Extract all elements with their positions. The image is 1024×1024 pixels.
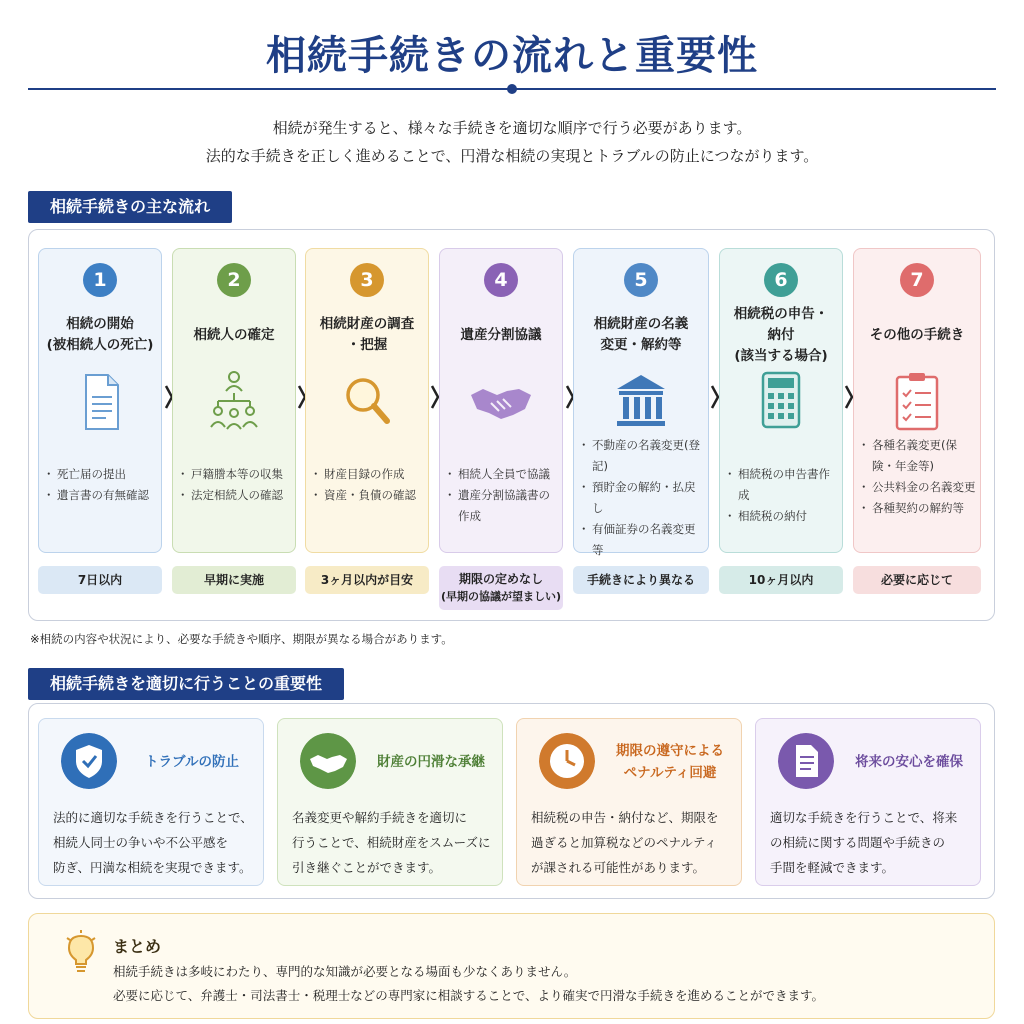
summary-title: まとめ (113, 937, 162, 956)
step-number: 2 (217, 263, 251, 297)
step-title: 遺産分割協議 (460, 326, 542, 343)
flow-note: ※相続の内容や状況により、必要な手続きや順序、期限が異なる場合があります。 (30, 632, 453, 646)
step-bullets (448, 464, 558, 527)
step-2-card (172, 248, 296, 553)
step-6-period: 10ヶ月以内 (719, 566, 843, 594)
step-number: 7 (900, 263, 934, 297)
list-item: ・ 財産目録の作成 (314, 464, 424, 485)
card-body: 法的に適切な手続きを行うことで、 相続人同士の争いや不公平感を 防ぎ、円満な相続を実現できます。 (53, 810, 253, 875)
step-number: 5 (624, 263, 658, 297)
list-item: ・ 相続人全員で協議 (448, 464, 558, 485)
step-bullets (862, 435, 976, 519)
card-smooth-succession (277, 718, 503, 886)
list-item: ・ 有価証券の名義変更等 (582, 519, 704, 561)
card-body: 名義変更や解約手続きを適切に 行うことで、相続財産をスムーズに 引き継ぐことができます。 (292, 810, 491, 875)
list-item: ・ 遺産分割協議書の作成 (448, 485, 558, 527)
intro-line-2: 法的な手続きを正しく進めることで、円滑な相続の実現とトラブルの防止につながります。 (205, 147, 819, 165)
step-title: 相続の開始 (被相続人の死亡) (46, 316, 154, 353)
intro-text (0, 114, 1024, 170)
step-5-card (573, 248, 709, 557)
list-item: ・ 各種名義変更(保険・年金等) (862, 435, 976, 477)
step-title: その他の手続き (869, 326, 965, 343)
card-title: トラブルの防止 (145, 754, 239, 770)
step-4-card (439, 248, 563, 553)
list-item: ・ 相続税の申告書作成 (728, 464, 838, 506)
step-title: 相続財産の調査 ・把握 (319, 316, 415, 353)
clock-icon (539, 733, 595, 789)
summary-box (28, 913, 995, 1019)
card-future-security (755, 718, 981, 886)
step-7-card (853, 248, 981, 553)
list-item: ・ 不動産の名義変更(登記) (582, 435, 704, 477)
calculator-icon (747, 369, 815, 433)
step-1-card (38, 248, 162, 553)
step-title: 相続人の確定 (193, 326, 275, 343)
step-4-period: 期限の定めなし (早期の協議が望ましい) (439, 566, 563, 610)
magnifier-icon (333, 369, 401, 433)
list-item: ・ 遺言書の有無確認 (47, 485, 157, 506)
step-number: 6 (764, 263, 798, 297)
step-number: 1 (83, 263, 117, 297)
list-item: ・ 公共料金の名義変更 (862, 477, 976, 498)
card-body: 適切な手続きを行うことで、将来 の相続に関する問題や手続きの 手間を軽減できます。 (770, 810, 958, 875)
list-item: ・ 各種契約の解約等 (862, 498, 976, 519)
importance-section-heading: 相続手続きを適切に行うことの重要性 (28, 668, 344, 700)
step-bullets (314, 464, 424, 506)
shield-icon (61, 733, 117, 789)
step-5-period: 手続きにより異なる (573, 566, 709, 594)
list-item: ・ 死亡届の提出 (47, 464, 157, 485)
document-icon (66, 369, 134, 433)
step-number: 4 (484, 263, 518, 297)
intro-line-1: 相続が発生すると、様々な手続きを適切な順序で行う必要があります。 (272, 119, 752, 137)
card-body: 相続税の申告・納付など、期限を 過ぎると加算税などのペナルティ が課される可能性があります。 (531, 810, 719, 875)
step-7-period: 必要に応じて (853, 566, 981, 594)
step-title: 相続財産の名義 変更・解約等 (593, 316, 689, 353)
flow-section-heading: 相続手続きの主な流れ (28, 191, 232, 223)
step-1-period: 7日以内 (38, 566, 162, 594)
step-3-card (305, 248, 429, 553)
list-item: ・ 資産・負債の確認 (314, 485, 424, 506)
summary-body: 相続手続きは多岐にわたり、専門的な知識が必要となる場面も少なくありません。 必要に応じて、弁護士・司法書士・税理士などの専門家に相談することで、より確実で円滑な手続きを進めることができます。 (113, 964, 825, 1003)
step-3-period: 3ヶ月以内が目安 (305, 566, 429, 594)
list-item: ・ 戸籍謄本等の収集 (181, 464, 291, 485)
card-title: 期限の遵守による ペナルティ回避 (616, 743, 724, 781)
card-title: 将来の安心を確保 (855, 754, 963, 770)
list-item: ・ 相続税の納付 (728, 506, 838, 527)
page-title: 相続手続きの流れと重要性 (266, 33, 758, 79)
step-bullets (728, 464, 838, 527)
step-bullets (582, 435, 704, 561)
card-deadline-compliance (516, 718, 742, 886)
card-title: 財産の円滑な承継 (377, 754, 485, 770)
list-item: ・ 法定相続人の確認 (181, 485, 291, 506)
step-bullets (181, 464, 291, 506)
bank-icon (607, 369, 675, 433)
card-trouble-prevention (38, 718, 264, 886)
lightbulb-icon (65, 930, 97, 974)
handshake-icon (300, 733, 356, 789)
handshake-icon (467, 369, 535, 433)
family-tree-icon (200, 369, 268, 433)
document-icon (778, 733, 834, 789)
list-item: ・ 預貯金の解約・払戻し (582, 477, 704, 519)
step-title: 相続税の申告・ 納付 (該当する場合) (733, 305, 829, 364)
step-number: 3 (350, 263, 384, 297)
step-6-card (719, 248, 843, 553)
step-bullets (47, 464, 157, 506)
title-divider-dot (507, 84, 517, 94)
step-2-period: 早期に実施 (172, 566, 296, 594)
clipboard-checklist-icon (883, 369, 951, 433)
